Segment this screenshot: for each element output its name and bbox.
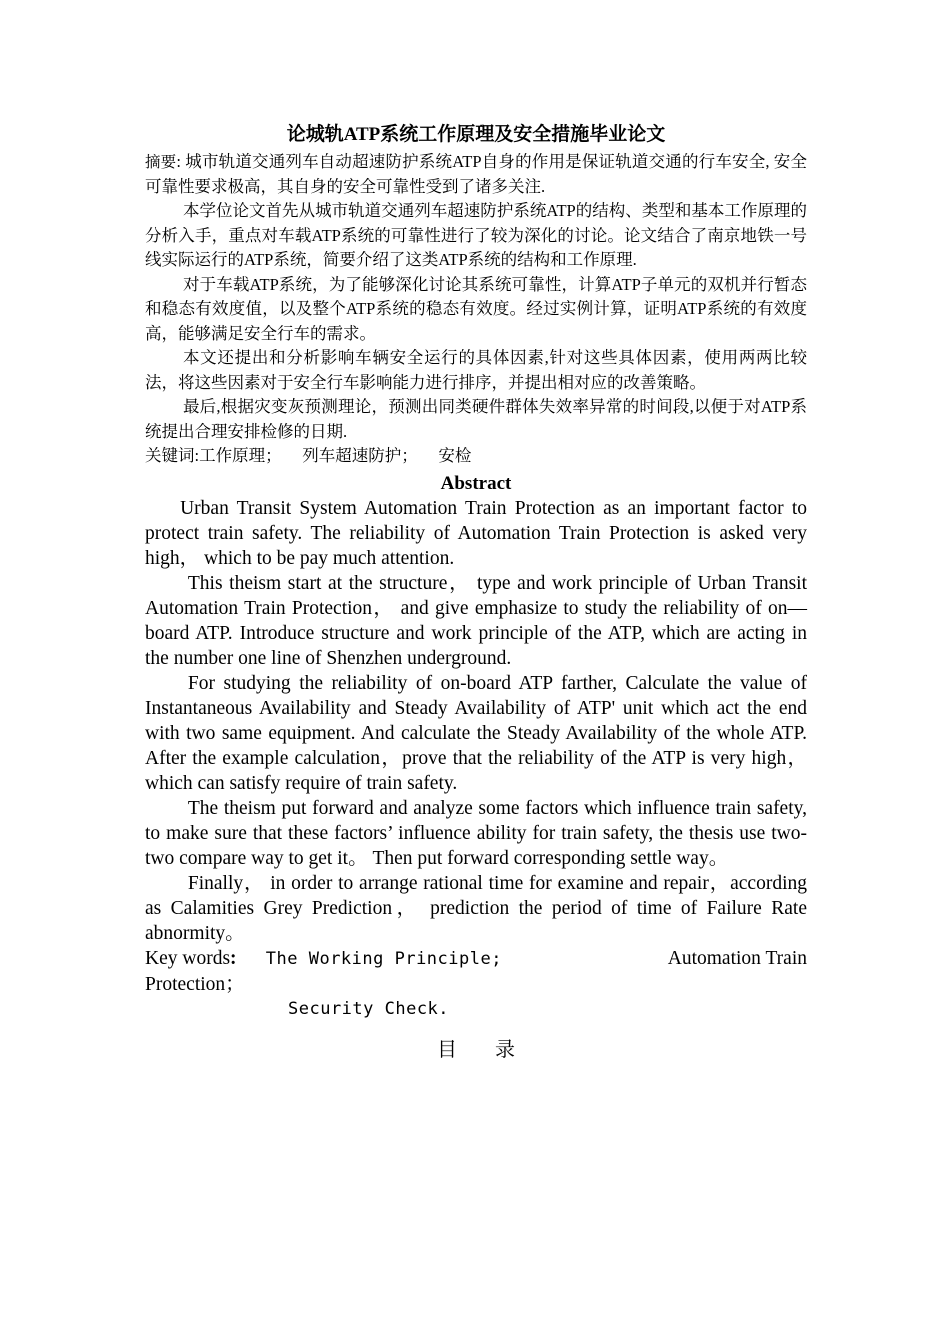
keywords-en-colon: :	[230, 947, 237, 969]
keyword-zh-1: 工作原理；	[199, 446, 282, 465]
abstract-zh-colon: :	[176, 152, 181, 171]
abstract-zh-paragraph-5: 最后,根据灾变灰预测理论，预测出同类硬件群体失效率异常的时间段,以便于对ATP系统提出合理安排检修的日期.	[145, 397, 807, 441]
keyword-zh-3: 安检	[438, 446, 472, 465]
abstract-zh-label: 摘要	[145, 153, 177, 171]
keywords-zh	[145, 444, 807, 469]
abstract-en-heading: Abstract	[440, 472, 512, 494]
abstract-en-paragraph-2: This theism start at the structure， type and work principle of Urban Transit Automation Train Protection， and give emphasize to study the reliability of on—board ATP. Introduce structure and work principle of the ATP, which are acting in the number one line of Shenzhen underground.	[145, 572, 807, 669]
keyword-en-2a: Automation Train	[667, 947, 807, 969]
abstract-en-paragraph-4: The theism put forward and analyze some factors which influence train safety, to make sure that these factors’ influence ability for train safety, the thesis use two-two compare way to get it。 Then put forward corresponding settle way。	[145, 797, 807, 869]
keywords-zh-label: 关键词:	[145, 446, 200, 465]
abstract-en-paragraph-3: For studying the reliability of on-board ATP farther, Calculate the value of Instantaneous Availability and Steady Availability of ATP' unit which act the end with two same equipment. And calculate the Steady Availability of the whole ATP. After the example calculation，prove that the reliability of the ATP is very high， which can satisfy require of train safety.	[145, 672, 807, 794]
abstract-en-paragraph-1: Urban Transit System Automation Train Protection as an important factor to protect train safety. The reliability of Automation Train Protection is asked very high， which to be pay much attention.	[145, 497, 807, 569]
abstract-zh-text-1: 城市轨道交通列车自动超速防护系统ATP自身的作用是保证轨道交通的行车安全, 安全可靠性要求极高，其自身的安全可靠性受到了诸多关注.	[145, 152, 807, 196]
abstract-zh-paragraph-3: 对于车载ATP系统，为了能够深化讨论其系统可靠性，计算ATP子单元的双机并行暂态和稳态有效度值，以及整个ATP系统的稳态有效度。经过实例计算，证明ATP系统的有效度高，能够满足安全行车的需求。	[145, 274, 807, 343]
keywords-en-row-1	[145, 946, 807, 972]
document-page	[145, 122, 807, 1064]
keyword-en-2b: Protection；	[145, 973, 245, 995]
abstract-en-paragraph-5: Finally， in order to arrange rational time for examine and repair，according as Calamities Grey Prediction， prediction the period of time of Failure Rate abnormity。	[145, 872, 807, 944]
keywords-en-label-group	[145, 946, 502, 972]
keyword-en-3: Security Check.	[288, 998, 450, 1019]
abstract-zh-paragraph-2: 本学位论文首先从城市轨道交通列车超速防护系统ATP的结构、类型和基本工作原理的分析入手，重点对车载ATP系统的可靠性进行了较为深化的讨论。论文结合了南京地铁一号线实际运行的ATP系统，简要介绍了这类ATP系统的结构和工作原理.	[145, 201, 807, 269]
toc-heading: 目录	[437, 1036, 553, 1061]
abstract-zh-paragraph-1	[145, 150, 807, 199]
abstract-zh-paragraph-4: 本文还提出和分析影响车辆安全运行的具体因素,针对这些具体因素，使用两两比较法，将这些因素对于安全行车影响能力进行排序，并提出相对应的改善策略。	[145, 348, 807, 392]
keywords-en-row-2	[145, 972, 807, 997]
keywords-en-row-3	[145, 997, 807, 1022]
keyword-en-1: The Working Principle;	[265, 948, 502, 969]
keyword-zh-2: 列车超速防护；	[302, 446, 418, 465]
document-title: 论城轨ATP系统工作原理及安全措施毕业论文	[286, 124, 666, 145]
keywords-en-label: Key words	[145, 947, 231, 969]
